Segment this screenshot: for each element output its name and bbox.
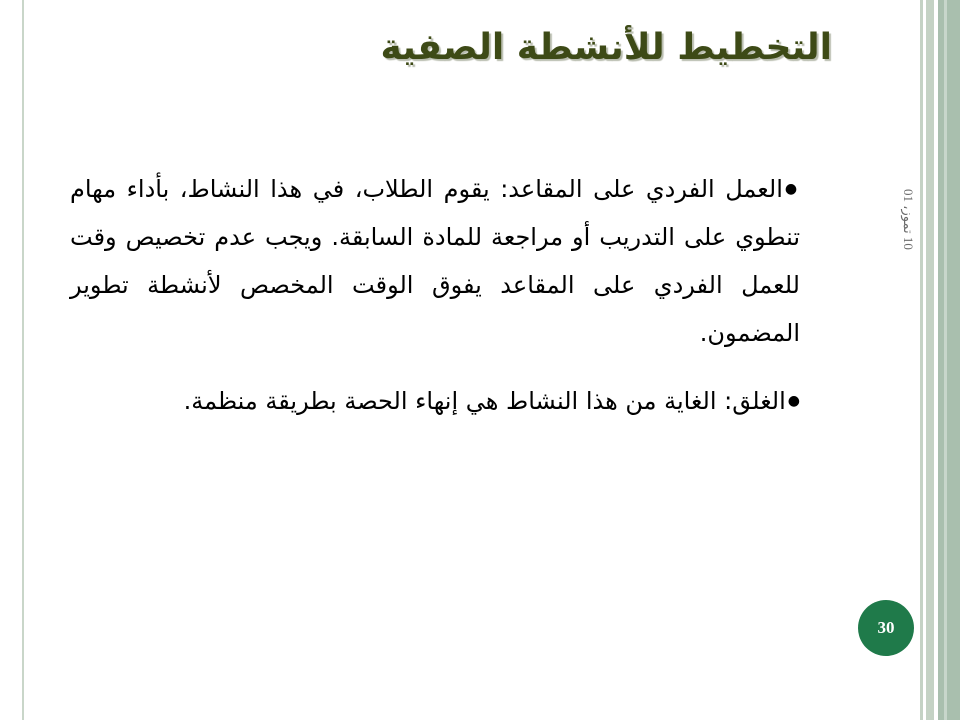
left-border-rule (22, 0, 24, 720)
bullet-dot-icon: ● (787, 393, 800, 409)
slide-title: التخطيط للأنشطة الصفية (380, 27, 832, 68)
bullet-dot-icon: ● (784, 181, 801, 197)
page-number-badge: 30 (858, 600, 914, 656)
bullet-text-1: العمل الفردي على المقاعد: يقوم الطلاب، في هذا النشاط، بأداء مهام تنطوي على التدريب أو مراجعة للمادة السابقة. ويجب عدم تخصيص وقت للعمل الفردي على المقاعد يفوق الوقت المخصص لأنشطة تطوير المضمون. (70, 175, 800, 347)
slide-body (70, 165, 800, 445)
bullet-item-1 (70, 165, 800, 357)
right-border-inner-line (944, 0, 947, 720)
right-border-wide (938, 0, 960, 720)
slide-date: 10 تموز، 01 (901, 189, 916, 250)
right-border-thin (920, 0, 923, 720)
right-border-medium (926, 0, 934, 720)
bullet-text-2: الغلق: الغاية من هذا النشاط هي إنهاء الحصة بطريقة منظمة. (183, 387, 786, 415)
bullet-item-2 (70, 377, 800, 425)
